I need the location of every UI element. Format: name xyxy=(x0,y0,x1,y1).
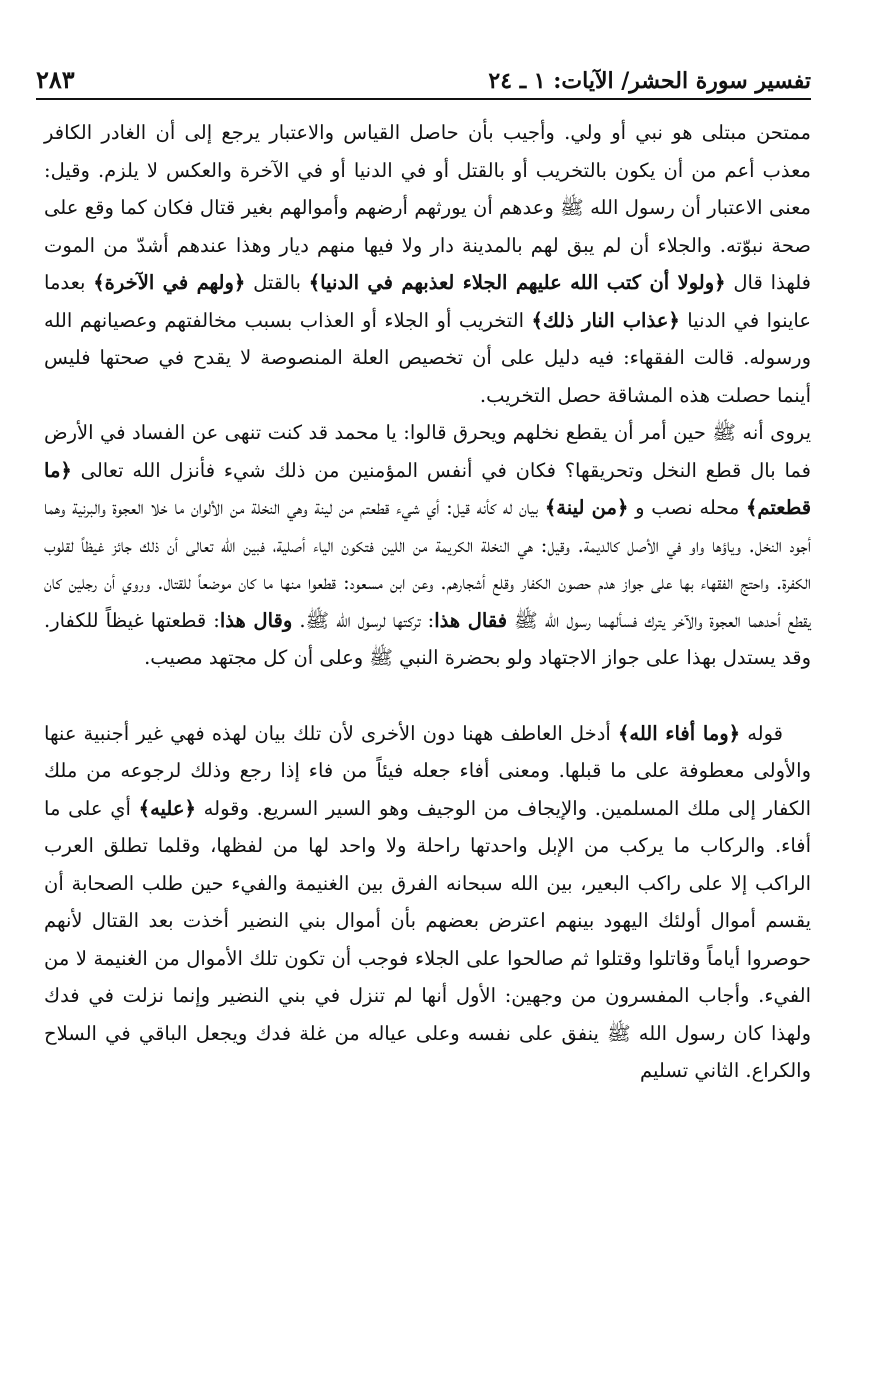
text-segment: بيان له كأنه قيل: أي شيء قطعتم من لينة وهي النخلة من الألوان ما خلا العجوة والبرنية وهما أجود النخل. وياؤها واو في الأصل كالديمة. وقيل: هي النخلة الكريمة من اللين فتكون الياء أصلية، فبين الله تعالى أن ذلك جائز غيظاً لقلوب الكفرة. واحتج الفقهاء بها على جواز هدم حصون الكفار وقلع أشجارهم. وعن ابن مسعود: قطعوا منها ما كان موضعاً للقتال. وروي أن رجلين كان يقطع أحدهما العجوة والآخر يترك فسألهما رسول الله ﷺ xyxy=(44,496,811,632)
quoted-verse: ﴿ولولا أن كتب الله عليهم الجلاء لعذبهم في الدنيا﴾ xyxy=(308,271,726,294)
text-segment: يروى أنه ﷺ حين أمر أن يقطع نخلهم ويحرق قالوا: يا محمد قد كنت تنهى عن الفساد في الأرض فما بال قطع النخل وتحريقها؟ فكان في أنفس المؤمنين من ذلك شيء فأنزل الله تعالى xyxy=(44,421,811,482)
quoted-verse: وقال هذا xyxy=(219,608,293,632)
quoted-verse: ﴿عذاب النار ذلك﴾ xyxy=(531,308,680,332)
header-rule xyxy=(36,98,811,100)
text-segment: التخريب أو الجلاء أو العذاب بسبب مخالفتهم وعصيانهم الله ورسوله. قالت الفقهاء: فيه دليل على أن تخصيص العلة المنصوصة لا يقدح في صحتها فليس أينما حصلت هذه المشاقة حصل التخريب. xyxy=(44,308,811,407)
paragraph-3 xyxy=(44,715,811,1090)
text-segment: قوله xyxy=(740,721,783,745)
quoted-verse: فقال هذا xyxy=(434,608,508,632)
text-segment: : قطعتها غيظاً للكفار. وقد يستدل بهذا على جواز الاجتهاد ولو بحضرة النبي ﷺ وعلى أن كل مجتهد مصيب. xyxy=(44,608,811,669)
quoted-verse: ﴿عليه﴾ xyxy=(138,796,196,820)
text-segment: أدخل العاطف ههنا دون الأخرى لأن تلك بيان لهذه فهي غير أجنبية عنها والأولى معطوفة على ما قبلها. ومعنى أفاء جعله فيئاً من فاء إذا رجع وذلك لرجوعه من ملك الكفار إلى ملك المسلمين. والإيجاف من الوجيف وهو السير السريع. وقوله xyxy=(44,721,811,820)
header-title: تفسير سورة الحشر/ الآيات: ١ ـ ٢٤ xyxy=(488,68,811,94)
quoted-verse: ﴿وما أفاء الله﴾ xyxy=(617,721,741,745)
quoted-verse: ﴿ما قطعتم﴾ xyxy=(44,458,812,519)
paragraph-1 xyxy=(44,114,811,414)
text-segment: بعدما عاينوا في الدنيا xyxy=(44,271,811,332)
text-segment: : تركتها لرسول الله ﷺ. xyxy=(292,608,435,632)
paragraph-2 xyxy=(44,414,811,677)
page-number: ٢٨٣ xyxy=(36,65,75,94)
quoted-verse: ﴿ولهم في الآخرة﴾ xyxy=(93,271,246,294)
quoted-verse: ﴿من لينة﴾ xyxy=(544,496,629,519)
body-text xyxy=(44,114,811,1090)
text-segment: أي على ما أفاء. والركاب ما يركب من الإبل واحدتها راحلة ولا واحد لها من لفظها، وقلما تطلق العرب الراكب إلا على راكب البعير، بين الله سبحانه الفرق بين الغنيمة والفيء حين طلب الصحابة أن يقسم أموال أولئك اليهود بينهم اعترض بعضهم بأن أموال بني النضير أخذت بعد القتال لأنهم حوصروا أياماً وقاتلوا وقتلوا ثم صالحوا على الجلاء فوجب أن تكون تلك الأموال من الغنيمة لا من الفيء. وأجاب المفسرون من وجهين: الأول أنها لم تنزل في بني النضير وإنما نزلت في فدك ولهذا كان رسول الله ﷺ ينفق على نفسه وعلى عياله من غلة فدك ويجعل الباقي في السلاح والكراع. الثاني تسليم xyxy=(44,796,811,1082)
text-segment: ممتحن مبتلى هو نبي أو ولي. وأجيب بأن حاصل القياس والاعتبار يرجع إلى أن الغادر الكافر معذب أعم من أن يكون بالتخريب أو بالقتل أو في الدنيا أو في الآخرة والعكس لا يلزم. وقيل: معنى الاعتبار أن رسول الله ﷺ وعدهم أن يورثهم أرضهم وأموالهم بغير قتال فكان كما وقع على صحة نبوّته. والجلاء أن لم يبق لهم بالمدينة دار ولا فيها منهم ديار وهذا عندهم أشدّ من الموت فلهذا قال xyxy=(44,121,811,294)
paragraph-gap xyxy=(44,677,811,715)
text-segment: محله نصب و xyxy=(628,496,746,519)
running-header xyxy=(36,56,811,94)
text-segment: بالقتل xyxy=(245,271,309,294)
